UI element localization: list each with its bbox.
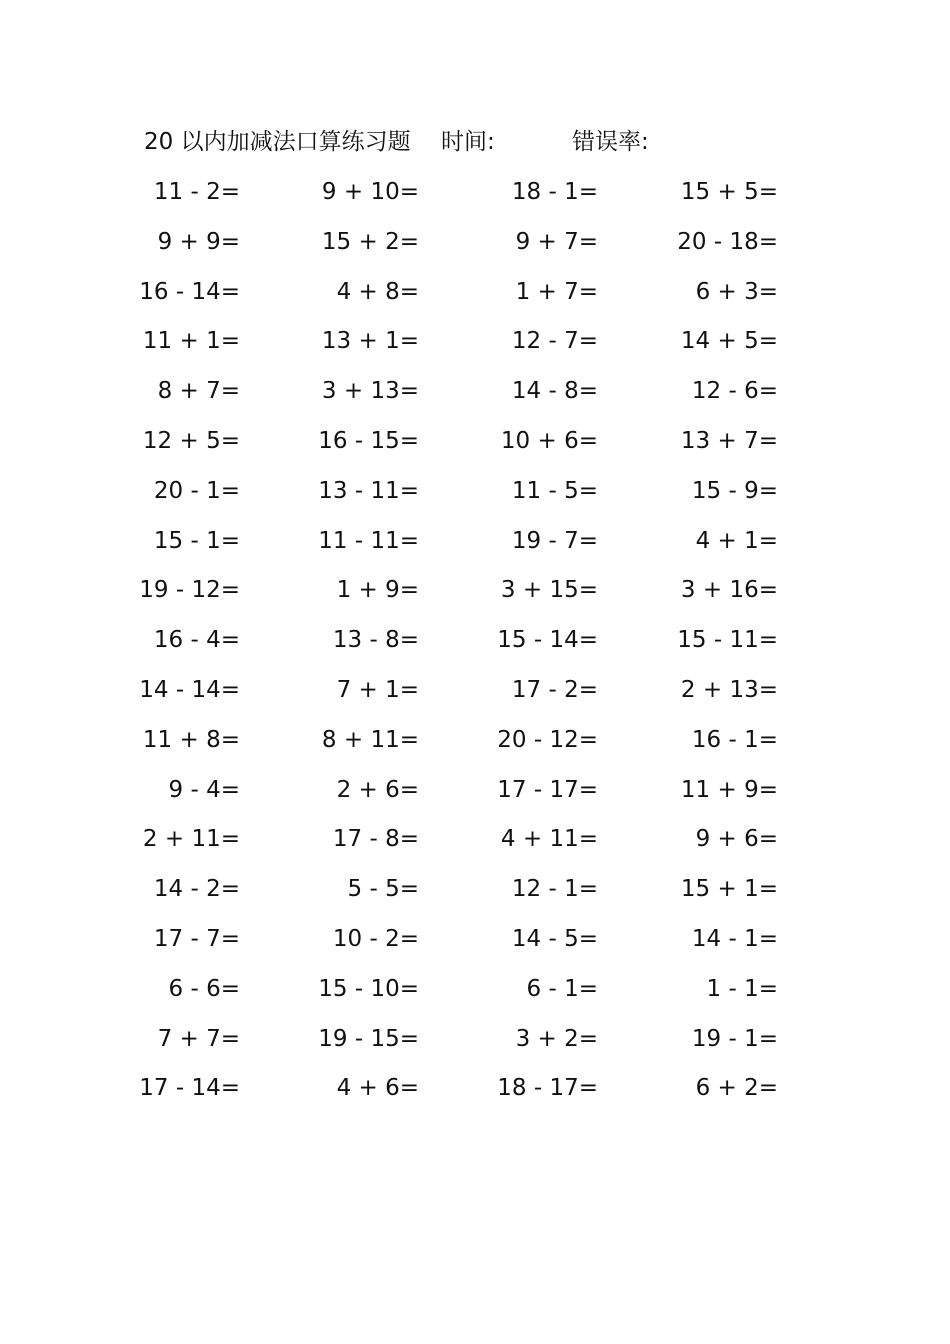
problem-row: [0, 222, 950, 272]
problem-row: [0, 869, 950, 919]
problem-row: [0, 371, 950, 421]
arithmetic-problem: 10 + 6=: [500, 427, 598, 454]
arithmetic-problem: 4 + 6=: [336, 1075, 419, 1102]
arithmetic-problem: 7 + 7=: [157, 1025, 240, 1052]
arithmetic-problem: 18 - 17=: [497, 1075, 598, 1102]
arithmetic-problem: 13 - 11=: [318, 477, 419, 504]
arithmetic-problem: 15 - 14=: [497, 627, 598, 654]
problem-row: [0, 620, 950, 670]
arithmetic-problem: 2 + 13=: [680, 676, 778, 703]
time-label: 时间:: [441, 129, 495, 155]
problem-row: [0, 521, 950, 571]
arithmetic-problem: 17 - 14=: [139, 1075, 240, 1102]
problem-row: [0, 720, 950, 770]
problem-row: [0, 770, 950, 820]
arithmetic-problem: 4 + 1=: [695, 527, 778, 554]
arithmetic-problem: 11 + 9=: [680, 776, 778, 803]
arithmetic-problem: 9 + 7=: [515, 228, 598, 255]
arithmetic-problem: 20 - 12=: [497, 726, 598, 753]
arithmetic-problem: 14 - 14=: [139, 676, 240, 703]
problem-row: [0, 1068, 950, 1118]
problem-row: [0, 919, 950, 969]
arithmetic-problem: 14 - 2=: [153, 876, 240, 903]
arithmetic-problem: 20 - 1=: [153, 477, 240, 504]
arithmetic-problem: 19 - 1=: [691, 1025, 778, 1052]
arithmetic-problem: 11 - 11=: [318, 527, 419, 554]
arithmetic-problem: 8 + 7=: [157, 378, 240, 405]
arithmetic-problem: 12 + 5=: [142, 427, 240, 454]
arithmetic-problem: 14 + 5=: [680, 328, 778, 355]
problem-row: [0, 1019, 950, 1069]
arithmetic-problem: 12 - 7=: [511, 328, 598, 355]
arithmetic-problem: 13 - 8=: [332, 627, 419, 654]
arithmetic-problem: 9 + 9=: [157, 228, 240, 255]
arithmetic-problem: 6 + 2=: [695, 1075, 778, 1102]
arithmetic-problem: 18 - 1=: [511, 179, 598, 205]
arithmetic-problem: 16 - 4=: [153, 627, 240, 654]
arithmetic-problem: 1 + 9=: [336, 577, 419, 604]
arithmetic-problem: 13 + 1=: [321, 328, 419, 355]
arithmetic-problem: 14 - 5=: [511, 925, 598, 952]
arithmetic-problem: 15 - 1=: [153, 527, 240, 554]
arithmetic-problem: 3 + 2=: [515, 1025, 598, 1052]
arithmetic-problem: 12 - 1=: [511, 876, 598, 903]
arithmetic-problem: 9 + 10=: [321, 179, 419, 205]
problem-row: [0, 421, 950, 471]
arithmetic-problem: 7 + 1=: [336, 676, 419, 703]
problem-row: [0, 819, 950, 869]
arithmetic-problem: 13 + 7=: [680, 427, 778, 454]
problem-row: [0, 272, 950, 322]
arithmetic-problem: 17 - 2=: [511, 676, 598, 703]
arithmetic-problem: 15 + 2=: [321, 228, 419, 255]
problem-row: [0, 969, 950, 1019]
arithmetic-problem: 11 - 2=: [153, 179, 240, 205]
error-rate-label: 错误率:: [572, 129, 649, 155]
arithmetic-problem: 19 - 15=: [318, 1025, 419, 1052]
arithmetic-problem: 4 + 8=: [336, 278, 419, 305]
arithmetic-problem: 12 - 6=: [691, 378, 778, 405]
arithmetic-problem: 14 - 8=: [511, 378, 598, 405]
arithmetic-problem: 16 - 1=: [691, 726, 778, 753]
arithmetic-problem: 6 - 6=: [168, 975, 240, 1002]
arithmetic-problem: 19 - 12=: [139, 577, 240, 604]
arithmetic-problem: 17 - 17=: [497, 776, 598, 803]
problem-row: [0, 321, 950, 371]
problem-row: [0, 670, 950, 720]
arithmetic-problem: 15 - 9=: [691, 477, 778, 504]
arithmetic-problem: 15 - 10=: [318, 975, 419, 1002]
arithmetic-problem: 1 + 7=: [515, 278, 598, 305]
arithmetic-problem: 15 - 11=: [677, 627, 778, 654]
arithmetic-problem: 8 + 11=: [321, 726, 419, 753]
worksheet-title: 20 以内加减法口算练习题: [144, 129, 411, 155]
arithmetic-problem: 10 - 2=: [332, 925, 419, 952]
arithmetic-problem: 2 + 6=: [336, 776, 419, 803]
arithmetic-problem: 11 + 1=: [142, 328, 240, 355]
arithmetic-problem: 2 + 11=: [142, 826, 240, 853]
arithmetic-problem: 14 - 1=: [691, 925, 778, 952]
arithmetic-problem: 17 - 8=: [332, 826, 419, 853]
arithmetic-problem: 1 - 1=: [706, 975, 778, 1002]
arithmetic-problem: 4 + 11=: [500, 826, 598, 853]
arithmetic-problem: 6 - 1=: [526, 975, 598, 1002]
arithmetic-problem: 3 + 15=: [500, 577, 598, 604]
arithmetic-problem: 15 + 1=: [680, 876, 778, 903]
arithmetic-problem: 9 - 4=: [168, 776, 240, 803]
problem-row: [0, 172, 950, 222]
arithmetic-problem: 16 - 15=: [318, 427, 419, 454]
arithmetic-problem: 9 + 6=: [695, 826, 778, 853]
arithmetic-problem: 11 - 5=: [511, 477, 598, 504]
arithmetic-problem: 20 - 18=: [677, 228, 778, 255]
arithmetic-problem: 19 - 7=: [511, 527, 598, 554]
arithmetic-problem: 3 + 13=: [321, 378, 419, 405]
arithmetic-problem: 3 + 16=: [680, 577, 778, 604]
arithmetic-problem: 15 + 5=: [680, 179, 778, 205]
problem-grid: [0, 172, 950, 1118]
arithmetic-problem: 6 + 3=: [695, 278, 778, 305]
arithmetic-problem: 17 - 7=: [153, 925, 240, 952]
arithmetic-problem: 16 - 14=: [139, 278, 240, 305]
arithmetic-problem: 11 + 8=: [142, 726, 240, 753]
problem-row: [0, 570, 950, 620]
problem-row: [0, 471, 950, 521]
arithmetic-problem: 5 - 5=: [347, 876, 419, 903]
